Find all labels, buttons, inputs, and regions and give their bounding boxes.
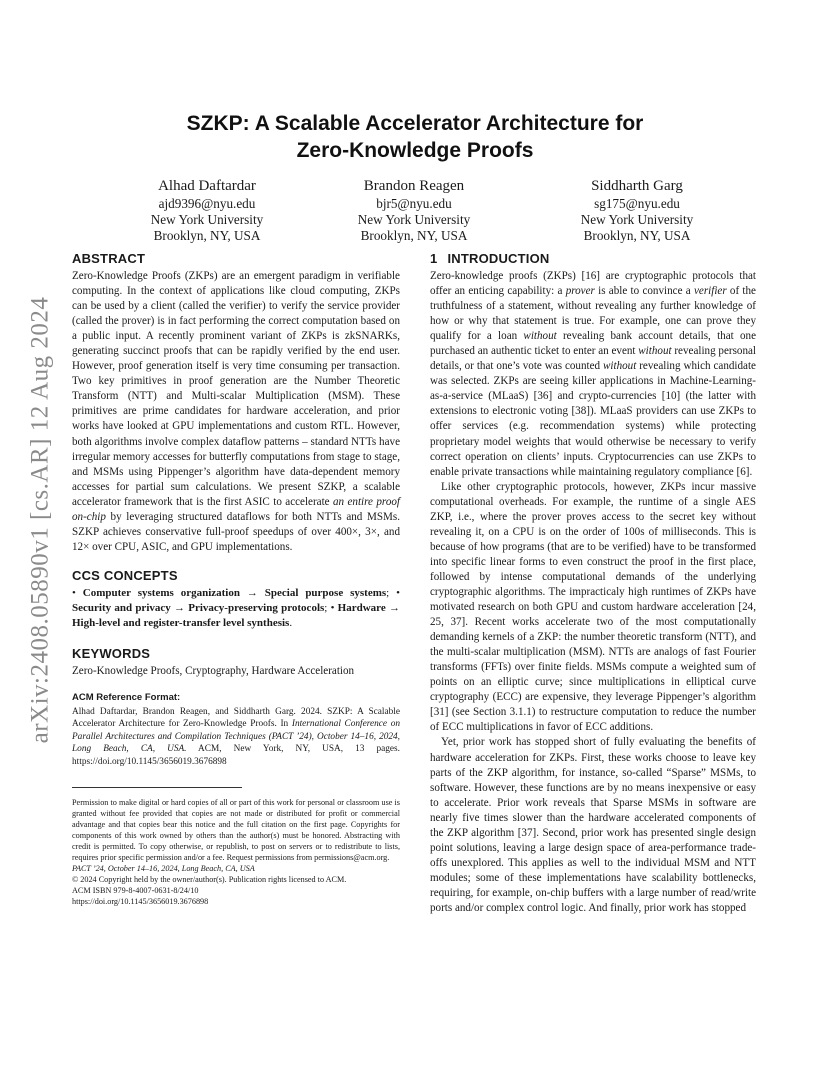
section-number: 1 <box>430 251 438 266</box>
abstract-emphasis: an entire proof on-chip <box>72 495 400 523</box>
acm-reference-authors-title: Alhad Daftardar, Brandon Reagen, and Siddharth Garg. 2024. SZKP: A Scalable Accelerator Architecture for Zero-Knowledge Proofs. In <box>72 706 400 730</box>
author-location: Brooklyn, NY, USA <box>153 228 261 244</box>
footnote-divider <box>72 787 242 788</box>
author-location: Brooklyn, NY, USA <box>360 228 468 244</box>
acm-reference-format <box>72 692 400 769</box>
author-email: sg175@nyu.edu <box>594 196 680 211</box>
acm-reference-label: ACM Reference Format: <box>72 691 181 703</box>
introduction-paragraph-3: Yet, prior work has stopped short of fully evaluating the benefits of hardware acceleration for ZKPs. First, these works choose to leave key parts of the ZKP algorithm, for instance, so-called “Sparse” MSMs, to software. However, these functions are by no means inexpensive or easy to accelerate. Prior work reveals that Sparse MSMs in software are nearly five times slower than the hardware accelerated components of the ZKP algorithm [37]. Second, prior work has presented single design point solutions, leaving a large design space of area-performance trade-offs unexplored. This applies as well to the individual MSM and NTT modules; some of these implementations have scalability bottlenecks, requiring, for example, on-chip buffers with a large number of read/write ports and/or complex control logic. And finally, prior work has stopped <box>430 736 756 914</box>
abstract-text-part-1: Zero-Knowledge Proofs (ZKPs) are an emergent paradigm in verifiable computing. In the context of applications like cloud computing, ZKPs can be used by a client (called the verifier) to verify the service provider (called the prover) is in fact performing the correct computation based on a public input. A recently prominent variant of ZKPs is zkSNARKs, generating succinct proofs that can be rapidly verified by the end user. However, proof generation itself is very time consuming per transaction. Two key primitives in proof generation are the Number Theoretic Transform (NTT) and Multi-scalar Multiplication (MSM). These primitives are prime candidates for hardware acceleration, and prior works have looked at GPU implementations and custom RTL. However, both algorithms involve complex dataflow patterns – standard NTTs have irregular memory accesses for butterfly computations from stage to stage, and MSMs using Pippenger’s algorithm have data-dependent memory accesses for partial sum calculations. We present SZKP, a scalable accelerator framework that is the first ASIC to accelerate <box>72 270 400 508</box>
paper-title-line-1: SZKP: A Scalable Accelerator Architecture for <box>186 112 644 135</box>
author-location: Brooklyn, NY, USA <box>583 228 691 244</box>
section-title: INTRODUCTION <box>447 251 550 266</box>
doi-link[interactable]: https://doi.org/10.1145/3656019.3676898 <box>72 897 209 907</box>
ccs-concept-3-term: High-level and register-transfer level synthesis <box>72 616 290 629</box>
author-affiliation: New York University <box>580 212 694 228</box>
author-name: Brandon Reagen <box>363 178 465 194</box>
permission-text: Permission to make digital or hard copies of all or part of this work for personal or classroom use is granted without fee provided that copies are not made or distributed for profit or commercial advantage and that copies bear this notice and the full citation on the first page. Copyrights for components of this work owned by others than the author(s) must be honored. Abstracting with credit is permitted. To copy otherwise, or republish, to post on servers or to redistribute to lists, requires prior specific permission and/or a fee. Request permissions from permissions@acm.org. <box>72 797 400 862</box>
ccs-concepts-list: • Computer systems organization → Special purpose systems; • Security and privacy → Privacy-preserving protocols; • Hardware → High-level and register-transfer level synthesis. <box>72 586 400 629</box>
ccs-concept-2-category: Security and privacy <box>72 601 171 614</box>
permission-venue: PACT ’24, October 14–16, 2024, Long Beach, CA, USA <box>72 864 255 874</box>
permission-notice <box>72 797 400 908</box>
introduction-paragraph-2: Like other cryptographic protocols, however, ZKPs incur massive computational overheads. For example, the runtime of a single AES ZKP, i.e., where the prover proves access to the secret key without revealing it, on a CPU is on the order of 100s of milliseconds. This is because of how programs (that are to be verified) have to be transformed into specific linear forms to even construct the proof in the first place, followed by intense computational demands of the underlying cryptographic algorithms. The impracticaly high runtimes of ZKPs have motivated research on both GPU and custom hardware acceleration [24, 25, 37]. Recent works accelerate two of the most computationally demanding kernels of a ZKP: the number theoretic transform (NTT), and the multi-scalar multiplication (MSM). NTTs are analogs of fast Fourier transforms (FFTs) over finite fields. MSMs compute a weighted sum of points on an elliptic curve; since multiplications in elliptical curve cryptography (ECC) are expensive, they leverage Pippenger’s algorithm [31] (see Section 3.1.1) to restructure computation to reduce the number of ECC multiplications in favor of ECC additions. <box>430 480 756 734</box>
acm-reference-tail: ACM, New York, NY, USA, 13 pages. https://doi.org/10.1145/3656019.3676898 <box>72 744 400 767</box>
bullet-icon: • <box>72 586 83 599</box>
author-name: Siddharth Garg <box>591 178 683 194</box>
author-email: ajd9396@nyu.edu <box>158 196 256 211</box>
right-arrow-icon: → <box>385 601 400 614</box>
left-column <box>72 250 400 907</box>
abstract-text-part-2: by leveraging structured dataflows for both NTTs and MSMs. SZKP achieves conservative full-proof speedups of over 400×, 3×, and 12× over CPU, ASIC, and GPU implementations. <box>72 510 400 553</box>
bullet-icon: • <box>330 601 338 614</box>
author-affiliation: New York University <box>357 212 471 228</box>
abstract-heading: ABSTRACT <box>72 251 146 266</box>
author-1 <box>87 176 327 245</box>
keywords-section <box>72 645 400 679</box>
copyright-notice: © 2024 Copyright held by the owner/author(s). Publication rights licensed to ACM. <box>72 875 347 885</box>
ccs-concept-1-term: Special purpose systems <box>264 586 387 599</box>
ccs-concept-3-category: Hardware <box>337 601 386 614</box>
author-affiliation: New York University <box>150 212 264 228</box>
acm-isbn: ACM ISBN 979-8-4007-0631-8/24/10 <box>72 886 199 896</box>
ccs-concept-2-term: Privacy-preserving protocols <box>188 601 325 614</box>
introduction-heading <box>430 250 756 268</box>
introduction-paragraph-1: Zero-knowledge proofs (ZKPs) [16] are cryptographic protocols that offer an enticing capability: a prover is able to convince a verifier of the truthfulness of a statement, without revealing any further knowledge of how or why that statement is true. For example, one can prove they qualify for a loan without revealing bank account details, that one purchased an authentic ticket to enter an event without revealing personal details, or that one’s vote was counted without revealing which candidate was selected. ZKPs are seeing killer applications in Machine-Learning-as-a-service (MLaaS) [36] and crypto-currencies [10] (the latter with extensions to electronic voting [38]). MLaaS providers can use ZKPs to offer services (e.g. recommendation systems) while protecting proprietary model weights that would otherwise be necessary to verify correct operation on clients’ inputs. Cryptocurrencies can use ZKPs to enable private transactions while maintaining regulatory compliance [6]. <box>430 270 756 478</box>
keywords-heading: KEYWORDS <box>72 645 151 661</box>
paper-title-line-2: Zero-Knowledge Proofs <box>296 139 534 162</box>
ccs-concepts-section <box>72 567 400 631</box>
right-arrow-icon: → <box>170 601 189 614</box>
author-2 <box>294 176 534 245</box>
paper-title <box>100 110 730 164</box>
ccs-concepts-heading: CCS CONCEPTS <box>72 567 178 583</box>
abstract-text <box>72 269 400 555</box>
keywords-text: Zero-Knowledge Proofs, Cryptography, Hardware Acceleration <box>72 664 355 677</box>
author-3 <box>517 176 757 245</box>
right-column <box>430 250 756 916</box>
author-email: bjr5@nyu.edu <box>376 196 452 211</box>
arxiv-identifier-text: arXiv:2408.05890v1 [cs.AR] 12 Aug 2024 <box>26 296 53 744</box>
acm-reference-venue: International Conference on Parallel Architectures and Compilation Techniques (PACT ’24), October 14–16, 2024, Long Beach, CA, USA. <box>72 719 400 755</box>
bullet-icon: • <box>396 586 400 599</box>
ccs-concept-1-category: Computer systems organization <box>82 586 240 599</box>
arxiv-identifier-stamp <box>20 280 60 760</box>
right-arrow-icon: → <box>239 586 265 599</box>
author-name: Alhad Daftardar <box>158 178 256 194</box>
